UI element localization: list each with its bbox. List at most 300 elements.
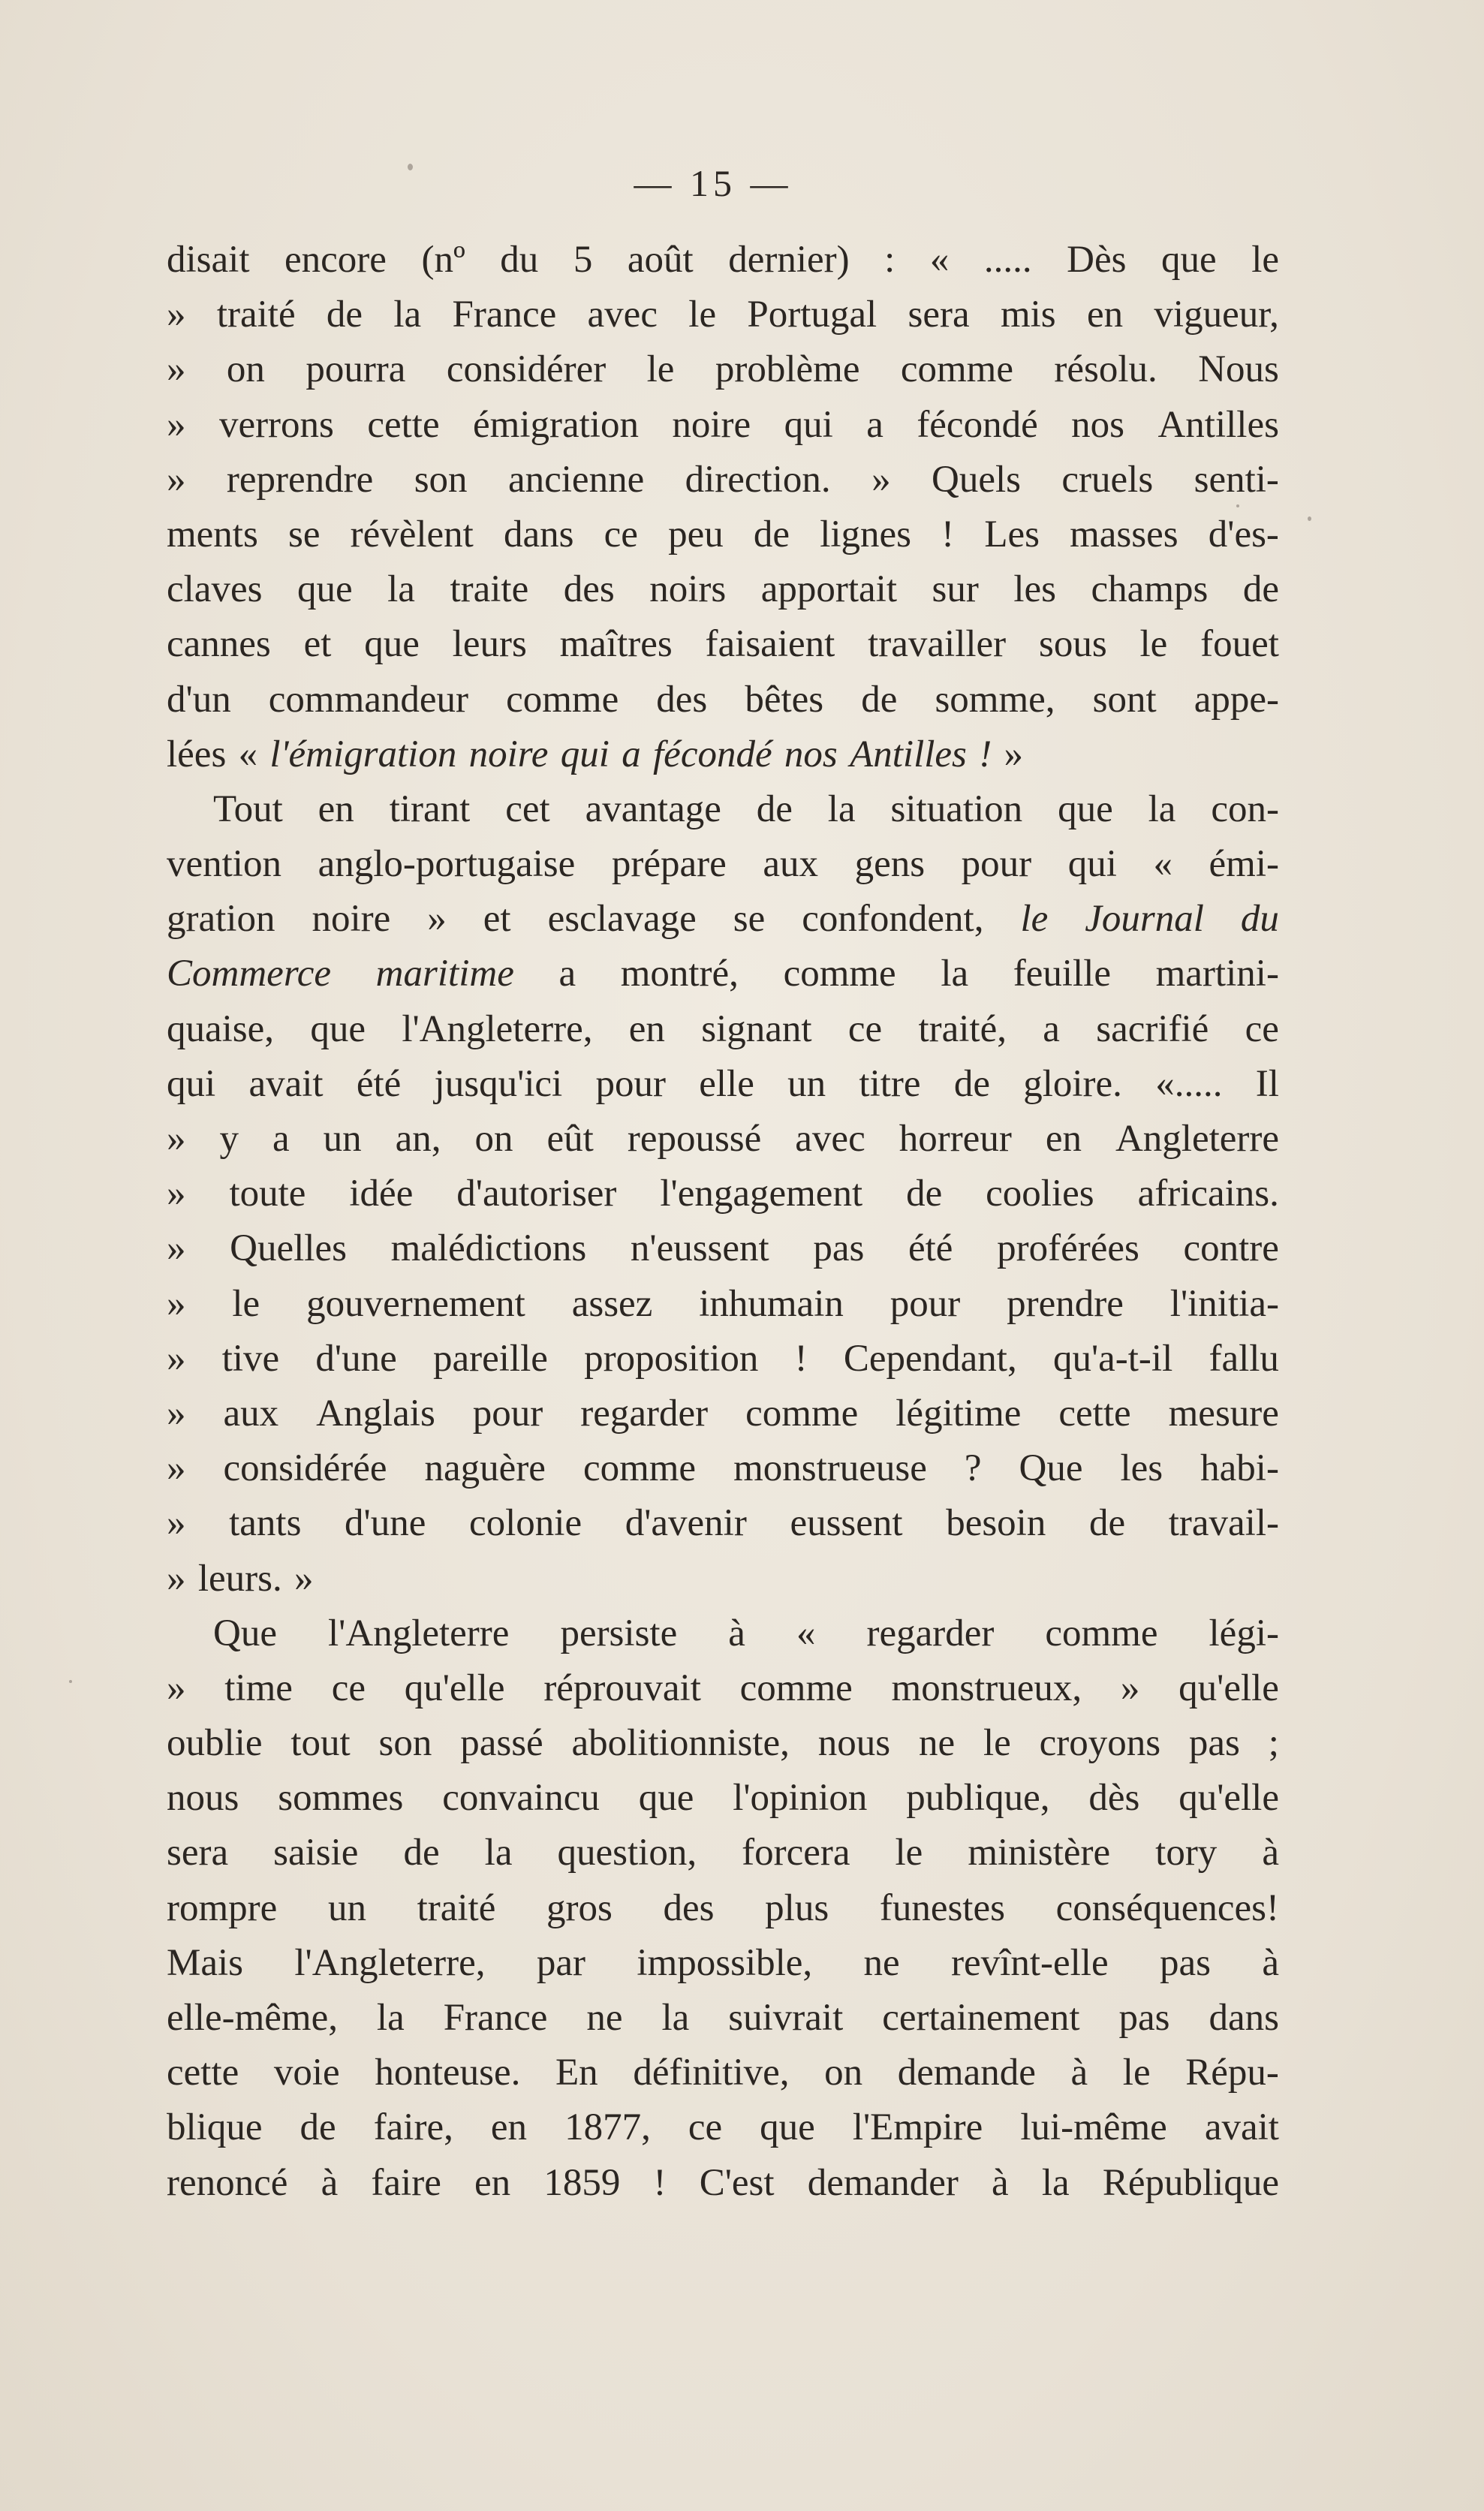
word: le [646,348,675,391]
word: forcera [742,1832,850,1874]
word: Dès [1067,239,1127,281]
word: nous [817,1722,891,1765]
word: Nous [1198,348,1279,391]
word: les [1013,568,1057,611]
word: n'eussent [630,1227,769,1270]
text-line [167,1112,1279,1167]
word: Commerce [167,953,332,995]
word: proférées [997,1227,1139,1270]
text-line [167,1386,1279,1441]
text-line [167,1991,1279,2046]
word: ce [331,1666,366,1709]
word: résolu. [1054,348,1157,391]
word: Angleterre [1115,1118,1279,1160]
word: l'Empire [852,2106,983,2149]
text-line [167,288,1279,342]
word: à [1262,1941,1279,1984]
word: leurs [452,623,527,666]
word: Répu- [1185,2052,1279,2094]
word: d'autoriser [456,1173,617,1215]
text-line [167,673,1279,727]
text-line [167,1496,1279,1551]
word: sacrifié [1096,1007,1209,1050]
word: et [483,898,511,941]
paper-speck [1236,504,1239,507]
word: se [287,513,321,555]
word: peu [668,513,724,555]
word: monstrueux, [891,1666,1082,1709]
word: 1859 [543,2161,621,2204]
word: masses [1070,513,1178,555]
word: ments [167,513,258,555]
word: le [688,294,717,336]
word: noire [312,898,391,941]
word: pour [472,1392,543,1435]
paper-speck [408,164,413,170]
word: été [908,1227,953,1270]
word: » [167,1447,186,1490]
word: lées [167,733,227,775]
word: sous [1038,623,1107,666]
word: gens [854,843,926,886]
word: toute [229,1173,306,1215]
text-line [167,1606,1279,1661]
word: gration [167,898,275,941]
word: légi- [1209,1612,1279,1654]
text-line [167,1771,1279,1826]
word: C'est [699,2161,775,2204]
word: inhumain [699,1282,844,1325]
word: avantage [585,787,721,830]
word: sommes [278,1777,404,1820]
word: time [224,1666,293,1709]
word: Quelles [230,1227,347,1270]
word: définitive, [633,2052,790,2094]
word: 1877, [564,2106,651,2149]
word: » [294,1557,314,1600]
word: août [627,239,694,281]
word: comme [900,348,1013,391]
word: traite [450,568,529,611]
word: » [871,458,891,501]
word: colonie [468,1502,582,1545]
word: de [753,513,790,555]
word: que [760,2106,815,2149]
word: le [983,1722,1011,1765]
word: titre [859,1062,921,1105]
word: besoin [946,1502,1046,1545]
word: vigueur, [1154,294,1279,336]
word: mesure [1168,1392,1279,1435]
word: publique, [906,1777,1050,1820]
word: qui [1067,843,1117,886]
word: montré, [620,953,739,995]
word: ! [794,1337,808,1380]
word: le [232,1282,260,1325]
word: voie [273,2052,340,2094]
word: » [167,1173,186,1215]
word: assez [571,1282,653,1325]
text-line [167,2046,1279,2100]
text-line [167,507,1279,562]
word: de [906,1173,943,1215]
word: la [941,953,969,995]
paper-speck [69,1680,72,1683]
word: « [929,239,950,281]
word: la [393,294,422,336]
word: de [403,1832,440,1874]
word: comme [506,678,619,721]
text-line [167,562,1279,617]
word: tants [229,1502,302,1545]
word: « [238,733,258,775]
word: cruels [1061,458,1154,501]
word: que [1058,787,1113,830]
word: que [310,1007,366,1050]
word: tory [1155,1832,1218,1874]
word: qui [784,403,833,446]
text-line [167,1826,1279,1880]
word: ! [941,513,955,555]
word: ce [1245,1007,1279,1050]
word: tout [290,1722,351,1765]
word: par [536,1941,586,1984]
word: tive [221,1337,280,1380]
word: du [1240,898,1279,941]
word: coolies [986,1173,1094,1215]
word: certainement [882,1997,1080,2039]
word: en [490,2106,528,2149]
word: maîtres [559,623,673,666]
word: oublie [167,1722,263,1765]
word: Journal [1085,898,1204,941]
word: fécondé [917,403,1038,446]
word: elle-même, [167,1997,338,2039]
word: » [167,1502,186,1545]
word: ancienne [507,458,645,501]
word: comme [1045,1612,1158,1654]
word: » [1120,1666,1140,1709]
word: honteuse. [375,2052,521,2094]
word: champs [1091,568,1209,611]
word: a [866,403,883,446]
word: Quels [931,458,1021,501]
word: ..... [983,239,1032,281]
word: qu'a-t-il [1052,1337,1173,1380]
word: réprouvait [543,1666,701,1709]
text-line [167,782,1279,837]
text-line [167,2156,1279,2211]
word: des [656,678,708,721]
word: République [1102,2161,1279,2204]
word: d'un [167,678,231,721]
word: à [1262,1832,1279,1874]
word: un [323,1118,362,1160]
word: feuille [1013,953,1112,995]
word: passé [460,1722,543,1765]
word: maritime [375,953,514,995]
word: pas [813,1227,865,1270]
word: traité [417,1886,496,1929]
word: qu'elle [1178,1666,1279,1709]
word: noire [672,403,751,446]
text-line [167,892,1279,947]
word: horreur [899,1118,1012,1160]
text-line [167,1277,1279,1332]
word: Que [1019,1447,1083,1490]
word: leurs. [197,1557,282,1600]
word: l'Angleterre, [294,1941,486,1984]
word: pas [1188,1722,1240,1765]
word: fouet [1200,623,1279,666]
word: on [474,1118,513,1160]
word: » [167,1392,186,1435]
text-line [167,1936,1279,1991]
word: pareille [432,1337,548,1380]
word: impossible, [637,1941,813,1984]
word: a [1043,1007,1060,1050]
word: an, [395,1118,441,1160]
word: sont [1092,678,1157,721]
word: la [484,1832,513,1874]
word: » [167,1118,186,1160]
word: proposition [584,1337,759,1380]
word: » [167,1282,186,1325]
word: sur [932,568,979,611]
word: apportait [760,568,897,611]
text-line [167,233,1279,288]
word: suivrait [728,1997,844,2039]
word: que [364,623,420,666]
word: ! [653,2161,667,2204]
word: contre [1183,1227,1279,1270]
word: le [895,1832,923,1874]
word: avait [1204,2106,1279,2149]
word: nos [784,733,838,775]
word: comme [745,1392,859,1435]
text-line [167,727,1279,782]
word: Les [984,513,1040,555]
word: d'avenir [625,1502,747,1545]
word: aux [763,843,818,886]
word: quaise, [167,1007,275,1050]
word: sera [908,294,970,336]
word: traité, [918,1007,1007,1050]
word: Anglais [316,1392,435,1435]
word: cette [167,2052,239,2094]
word: y [219,1118,239,1160]
word: croyons [1039,1722,1161,1765]
word: » [167,1666,186,1709]
word: dans [504,513,574,555]
word: que [296,568,353,611]
word: anglo-portugaise [318,843,576,886]
word: a [622,733,641,775]
word: émigration [473,403,639,446]
word: jusqu'ici [434,1062,563,1105]
word: pas [1118,1997,1170,2039]
text-line [167,1221,1279,1276]
word: » [167,348,186,391]
word: en [628,1007,665,1050]
word: nous [167,1777,239,1820]
word: du [500,239,539,281]
word: situation [890,787,1023,830]
word: Que [213,1612,277,1654]
word: le [1251,239,1279,281]
word: cet [505,787,550,830]
page-number: — 15 — [634,162,793,204]
word: commandeur [268,678,469,721]
word: » [167,1227,186,1270]
text-line [167,1716,1279,1771]
word: saisie [273,1832,359,1874]
text-line [167,1057,1279,1112]
word: : [884,239,896,281]
word: cette [367,403,440,446]
text-line [167,398,1279,453]
word: ? [964,1447,982,1490]
word: la [1148,787,1176,830]
word: malédictions [390,1227,587,1270]
word: avec [795,1118,865,1160]
word: pas [1160,1941,1211,1984]
word: de [300,2106,336,2149]
word: a [272,1118,290,1160]
word: dernier) [728,239,850,281]
word: la [376,1997,405,2039]
word: fallu [1209,1337,1279,1380]
word: direction. [685,458,831,501]
word: le [1122,2052,1151,2094]
word: France [443,1997,548,2039]
word: noire [468,733,549,775]
word: comme [739,1666,853,1709]
word: en [474,2161,511,2204]
word: reprendre [226,458,374,501]
word: un [787,1062,826,1105]
word: France [452,294,557,336]
word: de [756,787,793,830]
word: lui-même [1020,2106,1167,2149]
word: de [326,294,363,336]
word: avait [248,1062,324,1105]
word: monstrueuse [733,1447,927,1490]
text-line [167,2100,1279,2155]
word: plus [765,1886,829,1929]
word: (nº [421,239,465,281]
word: pourra [306,348,406,391]
word: « [1153,843,1172,886]
word: encore [284,239,387,281]
word: demander [807,2161,959,2204]
word: le [1020,898,1049,941]
text-line [167,453,1279,507]
word: revînt-elle [951,1941,1109,1984]
word: que [1161,239,1217,281]
word: demande [897,2052,1036,2094]
word: appe- [1194,678,1279,721]
word: a [558,953,576,995]
word: Mais [167,1941,243,1984]
word: prendre [1007,1282,1124,1325]
word: la [1041,2161,1070,2204]
word: on [226,348,265,391]
word: de [953,1062,990,1105]
word: considérer [446,348,607,391]
word: l'engagement [660,1173,863,1215]
text-line [167,1332,1279,1386]
text-line [167,1661,1279,1716]
word: » [167,1557,186,1600]
word: eût [546,1118,594,1160]
word: la [387,568,415,611]
word: regarder [580,1392,709,1435]
word: » [167,1337,186,1380]
word: repoussé [627,1118,762,1160]
word: en [318,787,354,830]
word: des [563,568,615,611]
word: cannes [167,623,271,666]
word: ne [918,1722,956,1765]
word: travail- [1168,1502,1279,1545]
word: mis [1000,294,1056,336]
word: rompre [167,1886,278,1929]
body-text [167,233,1279,2211]
word: » [167,458,186,501]
word: à [1070,2052,1088,2094]
word: la [827,787,856,830]
word: ce [847,1007,883,1050]
word: elle [699,1062,754,1105]
word: esclavage [547,898,697,941]
word: travailler [868,623,1007,666]
word: » [427,898,447,941]
word: En [555,2052,598,2094]
word: verrons [218,403,334,446]
word: faire [371,2161,441,2204]
word: d'es- [1208,513,1279,555]
word: l'opinion [733,1777,868,1820]
word: qui [560,733,610,775]
word: faisaient [705,623,835,666]
word: Portugal [747,294,877,336]
text-line [167,1552,1279,1606]
word: l'Angleterre, [402,1007,593,1050]
word: révèlent [350,513,474,555]
text-line [167,947,1279,1001]
word: ce [688,2106,723,2149]
word: comme [582,1447,697,1490]
word: avec [587,294,658,336]
word: en [1045,1118,1082,1160]
word: renoncé [167,2161,288,2204]
text-line [167,617,1279,672]
word: idée [349,1173,414,1215]
word: à [992,2161,1009,2204]
word: qui [167,1062,216,1105]
word: Il [1255,1062,1279,1105]
word: regarder [866,1612,995,1654]
word: traité [216,294,296,336]
word: « [796,1612,816,1654]
word: disait [167,239,250,281]
word: se [733,898,766,941]
word: pour [961,843,1032,886]
word: faire, [373,2106,453,2149]
word: son [378,1722,432,1765]
word: un [327,1886,366,1929]
